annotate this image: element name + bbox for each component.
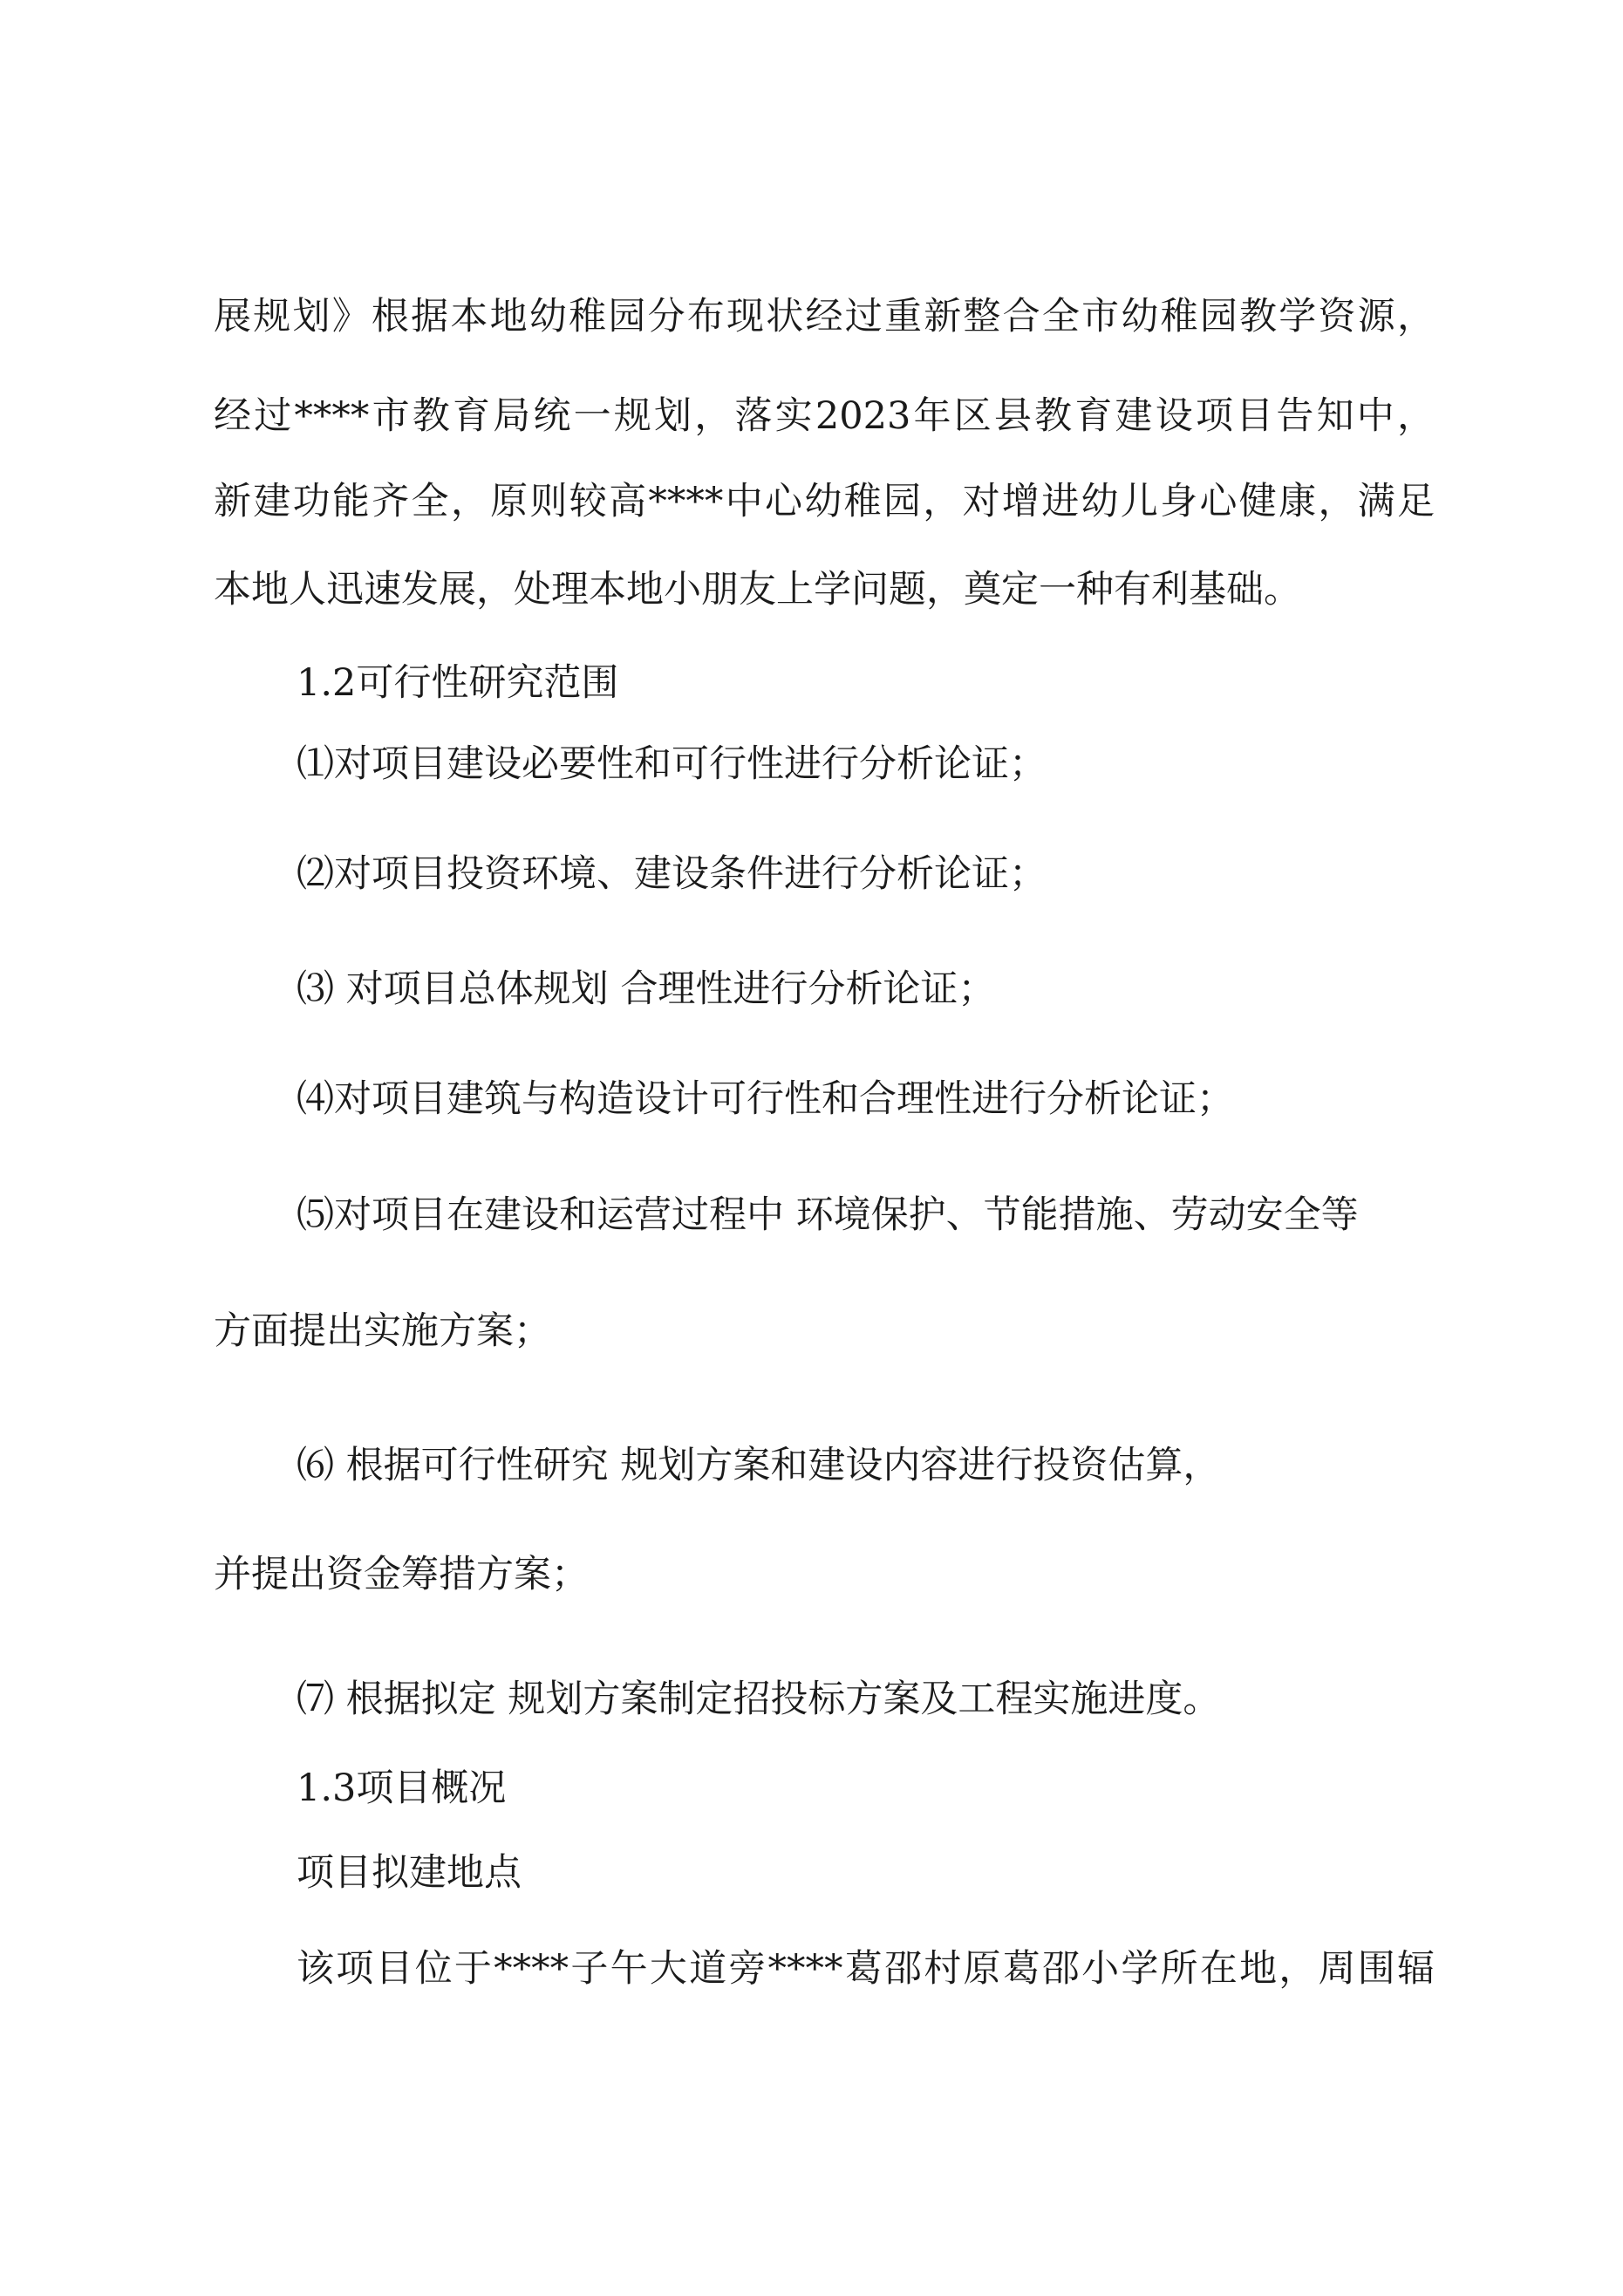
scope-item-5: ⑸对项目在建设和运营过程中 环境保护、节能措施、劳动安全等: [297, 1193, 1359, 1237]
scope-item-5-continued: 方面提出实施方案；: [214, 1309, 551, 1353]
intro-line-2: 经过****市教育局统一规划，落实2023年区县教育建设项目告知中，: [214, 394, 1435, 438]
subheading-project-location: 项目拟建地点: [297, 1851, 522, 1895]
section-heading-1-3: 1.3项目概况: [297, 1766, 507, 1810]
intro-line-3: 新建功能齐全，原则较高****中心幼稚园，对增进幼儿身心健康，满足: [214, 480, 1435, 523]
location-paragraph-line-1: 该项目位于****子午大道旁****葛邵村原葛邵小学所在地，周围辐: [297, 1947, 1435, 1991]
section-heading-1-2: 1.2可行性研究范围: [297, 661, 619, 705]
scope-item-1: ⑴对项目建设必要性和可行性进行分析论证；: [297, 742, 1047, 786]
scope-item-7: ⑺ 根据拟定 规划方案制定招投标方案及工程实施进度。: [297, 1678, 1221, 1721]
scope-item-6: ⑹ 根据可行性研究 规划方案和建设内容进行投资估算，: [297, 1444, 1221, 1487]
scope-item-4: ⑷对项目建筑与构造设计可行性和合理性进行分析论证；: [297, 1077, 1234, 1121]
intro-line-1: 展规划》根据本地幼稚园分布现状经过重新整合全市幼稚园教学资源，: [214, 295, 1435, 338]
scope-item-2: ⑵对项目投资环境、建设条件进行分析论证；: [297, 852, 1047, 896]
scope-item-3: ⑶ 对项目总体规划 合理性进行分析论证；: [297, 967, 996, 1011]
scope-item-6-continued: 并提出资金筹措方案；: [214, 1553, 589, 1596]
intro-line-4: 本地人迅速发展，处理本地小朋友上学问题，奠定一种有利基础。: [214, 568, 1301, 612]
